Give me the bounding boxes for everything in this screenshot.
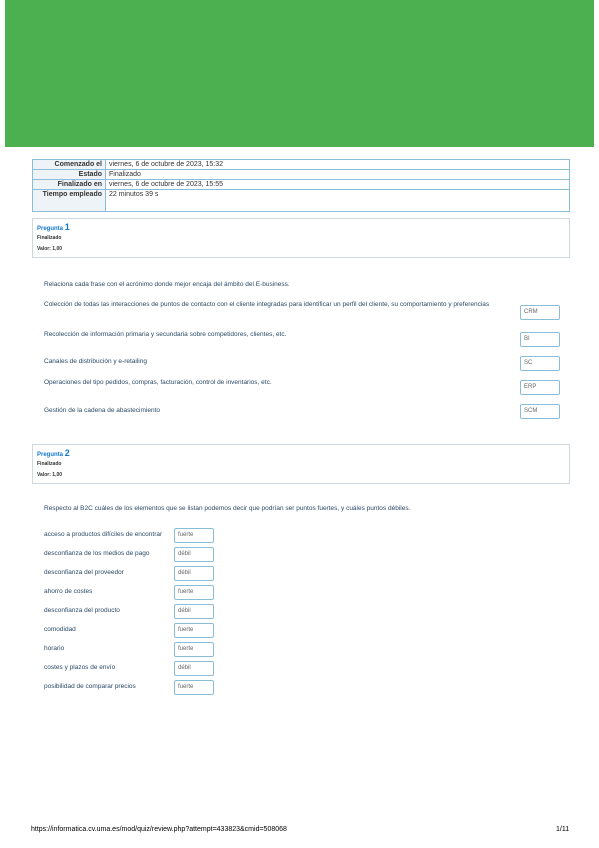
match-item: comodidad — [44, 626, 76, 633]
match-item: Gestión de la cadena de abastecimiento — [44, 407, 160, 414]
match-item: desconfianza de los medios de pago — [44, 550, 150, 557]
match-item: horario — [44, 645, 65, 652]
match-item: costes y plazos de envío — [44, 664, 116, 671]
question-status: Finalizado — [37, 461, 62, 467]
question-2-text: Respecto al B2C cuáles de los elementos que se listan podemos decir que podrían ser puntos fuertes, y cuáles puntos débiles. — [44, 505, 411, 512]
match-item: Colección de todas las interacciones de puntos de contacto con el cliente integradas para identificar un perfil del cliente, su comportamiento y preferencias — [44, 301, 490, 308]
answer-select[interactable]: BI — [520, 332, 560, 347]
answer-select[interactable]: débil — [174, 566, 214, 581]
summary-row-state — [33, 170, 570, 180]
summary-label: Tiempo empleado — [33, 190, 106, 212]
answer-select[interactable]: fuerte — [174, 585, 214, 600]
answer-select[interactable]: SCM — [520, 404, 560, 419]
answer-select[interactable]: CRM — [520, 305, 560, 320]
summary-value: 22 minutos 39 s — [106, 190, 570, 212]
match-item: Recolección de información primaria y secundaria sobre competidores, clientes, etc. — [44, 331, 287, 338]
summary-row-started — [33, 160, 570, 170]
match-item: desconfianza del producto — [44, 607, 120, 614]
answer-select[interactable]: fuerte — [174, 528, 214, 543]
question-number: Pregunta 2 — [37, 448, 70, 458]
header-banner — [5, 0, 594, 147]
summary-row-finished — [33, 180, 570, 190]
answer-select[interactable]: débil — [174, 661, 214, 676]
question-2-info — [32, 444, 570, 484]
summary-label: Comenzado el — [33, 160, 106, 170]
answer-select[interactable]: débil — [174, 547, 214, 562]
summary-row-time — [33, 190, 570, 212]
question-number: Pregunta 1 — [37, 222, 70, 232]
question-value: Valor: 1,00 — [37, 472, 63, 478]
summary-value: viernes, 6 de octubre de 2023, 15:55 — [106, 180, 570, 190]
match-item: Operaciones del tipo pedidos, compras, facturación, control de inventarios, etc. — [44, 379, 272, 386]
answer-select[interactable]: fuerte — [174, 642, 214, 657]
summary-value: viernes, 6 de octubre de 2023, 15:32 — [106, 160, 570, 170]
summary-value: Finalizado — [106, 170, 570, 180]
attempt-summary-table — [32, 159, 570, 212]
match-item: acceso a productos difíciles de encontrar — [44, 531, 163, 538]
question-1-text: Relaciona cada frase con el acrónimo donde mejor encaja del ámbito del E-business. — [44, 281, 290, 288]
answer-select[interactable]: fuerte — [174, 623, 214, 638]
question-value: Valor: 1,00 — [37, 246, 63, 252]
summary-label: Estado — [33, 170, 106, 180]
summary-label: Finalizado en — [33, 180, 106, 190]
page-number: 1/11 — [556, 826, 570, 833]
question-status: Finalizado — [37, 235, 62, 241]
question-1-info — [32, 218, 570, 258]
match-item: ahorro de costes — [44, 588, 93, 595]
answer-select[interactable]: fuerte — [174, 680, 214, 695]
answer-select[interactable]: débil — [174, 604, 214, 619]
match-item: posibilidad de comparar precios — [44, 683, 136, 690]
match-item: desconfianza del proveedor — [44, 569, 124, 576]
footer-url: https://informatica.cv.uma.es/mod/quiz/review.php?attempt=433823&cmid=508068 — [31, 826, 287, 833]
answer-select[interactable]: SC — [520, 356, 560, 371]
match-item: Canales de distribución y e-retailing — [44, 358, 147, 365]
answer-select[interactable]: ERP — [520, 380, 560, 395]
